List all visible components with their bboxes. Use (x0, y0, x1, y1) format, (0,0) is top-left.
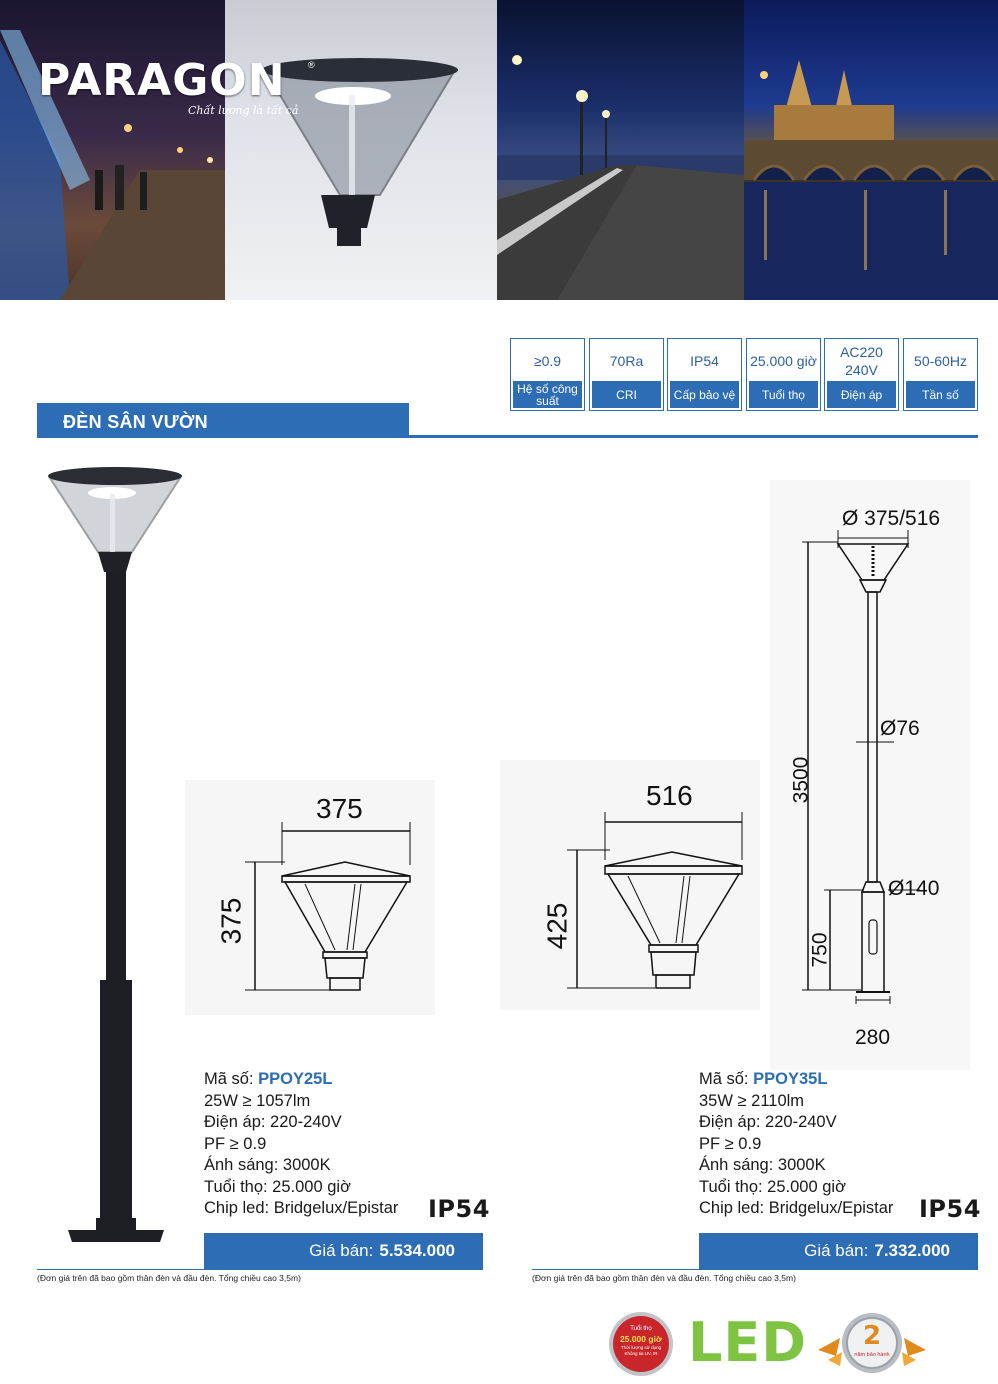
product-ip-badge: IP54 (919, 1195, 981, 1223)
spec-power-factor (510, 338, 585, 411)
product-chip: Chip led: Bridgelux/Epistar (204, 1199, 399, 1217)
hero-photo-bridge (744, 0, 998, 300)
badge-life-sub1: Thời lượng sử dụng (620, 1345, 662, 1350)
price-bar (699, 1233, 978, 1269)
product-power: 35W ≥ 2110lm (699, 1091, 805, 1110)
spec-ip-rating (667, 338, 742, 411)
product-code: PPOY35L (753, 1070, 828, 1088)
product-lifetime: Tuổi thọ: 25.000 giờ (699, 1177, 846, 1196)
badge-life-top: Tuổi thọ (630, 1326, 652, 1332)
product-voltage: Điện áp: 220-240V (699, 1113, 837, 1131)
spec-label: Cấp bảo vệ (670, 381, 739, 408)
spec-label: CRI (592, 381, 661, 408)
product-chip: Chip led: Bridgelux/Epistar (699, 1199, 894, 1217)
spec-lifetime (746, 338, 821, 411)
dim-pole-top-diameter: Ø 375/516 (842, 507, 941, 530)
spec-label: Điện áp (827, 381, 896, 408)
dim-head2-width: 516 (646, 780, 693, 811)
product-code-label: Mã số: (699, 1070, 749, 1088)
spec-label: Hệ số công suất (513, 381, 582, 408)
brand-logo (38, 55, 318, 117)
price-value: 7.332.000 (874, 1241, 950, 1260)
spec-value: 25.000 giờ (750, 353, 817, 369)
price-bar (204, 1233, 483, 1269)
warranty-badge (818, 1310, 926, 1376)
hero-banner (0, 0, 998, 300)
spec-value: 70Ra (609, 353, 644, 369)
warranty-label: năm bảo hành (854, 1352, 890, 1358)
price-label: Giá bán: (804, 1241, 869, 1260)
product-ip-badge: IP54 (428, 1195, 490, 1223)
badge-life-sub2: Không tia UV, IR (624, 1351, 658, 1356)
product-light: Ánh sáng: 3000K (699, 1156, 826, 1174)
product-power: 25W ≥ 1057lm (204, 1091, 311, 1110)
spec-value: IP54 (690, 353, 719, 369)
section-divider (409, 435, 978, 438)
dim-pole-base-diameter: Ø140 (888, 877, 940, 900)
product-voltage: Điện áp: 220-240V (204, 1113, 342, 1131)
badge-life-value: 25.000 giờ (620, 1334, 662, 1344)
spec-value: 50-60Hz (914, 353, 967, 369)
spec-label: Tuổi thọ (749, 381, 818, 408)
product-lifetime: Tuổi thọ: 25.000 giờ (204, 1177, 351, 1196)
dim-head1-width: 375 (316, 793, 363, 824)
dim-pole-shaft-diameter: Ø76 (880, 717, 920, 740)
price-value: 5.534.000 (379, 1241, 455, 1260)
hero-photo-street (0, 0, 225, 300)
price-note: (Đơn giá trên đã bao gồm thân đèn và đầu đèn. Tổng chiều cao 3,5m) (37, 1273, 301, 1283)
product-code-line (699, 1069, 989, 1091)
hero-photo-road (497, 0, 744, 300)
spec-label: Tần số (906, 381, 975, 408)
product-code-line (204, 1069, 494, 1091)
dim-pole-base-height: 750 (808, 932, 832, 968)
product-code: PPOY25L (258, 1070, 333, 1088)
product-photo-garden-lamp (40, 460, 190, 1250)
note-divider (532, 1269, 978, 1270)
dim-head2-height: 425 (541, 902, 573, 950)
hero-photo-lamp (225, 0, 497, 300)
warranty-number: 2 (862, 1321, 882, 1351)
product-pf: PF ≥ 0.9 (204, 1134, 267, 1153)
spec-strip (510, 338, 978, 411)
spec-cri (589, 338, 664, 411)
note-divider (37, 1269, 483, 1270)
spec-value: ≥0.9 (533, 353, 562, 369)
spec-voltage (824, 338, 899, 411)
registered-mark: ® (308, 60, 315, 70)
product-pf: PF ≥ 0.9 (699, 1134, 762, 1153)
brand-name: PARAGON (38, 55, 286, 106)
dim-pole-total-height: 3500 (789, 756, 813, 804)
price-note: (Đơn giá trên đã bao gồm thân đèn và đầu đèn. Tổng chiều cao 3,5m) (532, 1273, 796, 1283)
product-code-label: Mã số: (204, 1070, 254, 1088)
led-logo: LED (688, 1311, 808, 1374)
brand-tagline: Chất lượng là tất cả (188, 104, 299, 117)
dim-pole-base-plate: 280 (855, 1026, 891, 1049)
product-light: Ánh sáng: 3000K (204, 1156, 331, 1174)
section-title: ĐÈN SÂN VƯỜN (63, 412, 208, 432)
price-label: Giá bán: (309, 1241, 374, 1260)
drawing-head-516 (500, 760, 760, 1010)
section-header (37, 403, 409, 438)
lifetime-badge (608, 1311, 674, 1377)
spec-value: AC220 240V (840, 344, 883, 378)
dim-head1-height: 375 (215, 897, 247, 945)
spec-frequency (903, 338, 978, 411)
